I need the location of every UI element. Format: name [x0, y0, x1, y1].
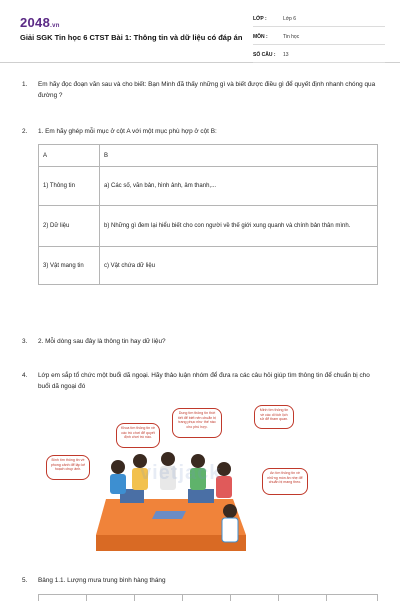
speech-bubble: Bình tìm thông tin về phong cảnh để lập kế hoạch chụp ảnh.: [46, 455, 90, 480]
table-divider: [278, 595, 279, 601]
table-divider: [377, 595, 378, 601]
table-row: [39, 206, 378, 247]
document-title: Giải SGK Tin học 6 CTST Bài 1: Thông tin và dữ liệu có đáp án: [20, 33, 243, 42]
student-figure: [110, 460, 126, 494]
question-text: Em hãy đọc đoạn văn sau và cho biết: Bạn Minh đã thấy những gì và biết được điều gì để quyết định nhanh chóng qua đường ?: [38, 81, 376, 99]
watermark-text: vietjack: [140, 462, 222, 484]
question-text: Lớp em sắp tổ chức một buổi dã ngoại. Hãy thảo luận nhóm để đưa ra các câu hỏi giúp tìm thông tin để chuẩn bị cho buổi dã ngoại đó: [38, 372, 370, 390]
site-logo[interactable]: [20, 15, 60, 30]
meta-row-subject: [253, 30, 385, 45]
table-header-cell: B: [100, 145, 378, 167]
speech-bubble: Minh tìm thông tin về các di tích lịch sử để tham quan.: [254, 405, 294, 429]
question-number: 1.: [22, 81, 28, 88]
question-number: 3.: [22, 338, 28, 345]
table-cell-b: a) Các số, văn bản, hình ảnh, âm thanh,...: [100, 167, 378, 206]
table-divider: [134, 595, 135, 601]
logo-main: 2048: [20, 15, 51, 30]
document-header: [0, 0, 400, 63]
match-table: [38, 144, 378, 285]
question-number: 4.: [22, 372, 28, 379]
table-cell-a: 1) Thông tin: [39, 167, 100, 206]
meta-value: Lớp 6: [283, 16, 297, 22]
speech-bubble: Dung tìm thông tin thời tiết để biết nên chuẩn bị trang phục như thế nào cho phù hợp.: [172, 408, 222, 438]
logo-tld: .vn: [50, 23, 60, 29]
meta-panel: [253, 12, 385, 66]
question-text: 2. Mỗi dòng sau đây là thông tin hay dữ liệu?: [38, 338, 166, 345]
table-cell-a: 2) Dữ liệu: [39, 206, 100, 247]
meta-label: SỐ CÂU :: [253, 52, 276, 58]
speech-bubble: An tìm thông tin về những món ăn nhẹ để chuẩn bị mang theo.: [262, 468, 308, 495]
table-divider: [326, 595, 327, 601]
table-header-row: [39, 145, 378, 167]
meta-value: 13: [283, 52, 289, 58]
table-divider: [86, 595, 87, 601]
table-row: [39, 247, 378, 285]
meta-label: LỚP :: [253, 16, 267, 22]
meta-value: Tin học: [283, 34, 300, 40]
question-text: 1. Em hãy ghép mỗi mục ở cột A với một mục phù hợp ở cột B:: [38, 128, 217, 135]
table-divider: [230, 595, 231, 601]
table-header-cell: A: [39, 145, 100, 167]
laptop-icon: [188, 489, 214, 503]
student-figure: [222, 504, 238, 542]
laptop-icon: [152, 511, 186, 519]
question-number: 5.: [22, 577, 28, 584]
meta-label: MÔN :: [253, 34, 268, 40]
table-cell-b: b) Những gì đem lại hiểu biết cho con người về thế giới xung quanh và chính bản thân mình.: [100, 206, 378, 247]
table-divider: [38, 595, 39, 601]
speech-bubble: Khoa tìm thông tin về các trò chơi để quyết định chơi trò nào.: [116, 423, 160, 448]
question-text: Bảng 1.1. Lượng mưa trung bình hàng tháng: [38, 577, 166, 584]
table-cell-b: c) Vật chứa dữ liệu: [100, 247, 378, 285]
question-number: 2.: [22, 128, 28, 135]
table-divider: [182, 595, 183, 601]
table-cell-a: 3) Vật mang tin: [39, 247, 100, 285]
table-row: [39, 167, 378, 206]
meta-row-count: [253, 48, 385, 63]
meta-row-class: [253, 12, 385, 27]
